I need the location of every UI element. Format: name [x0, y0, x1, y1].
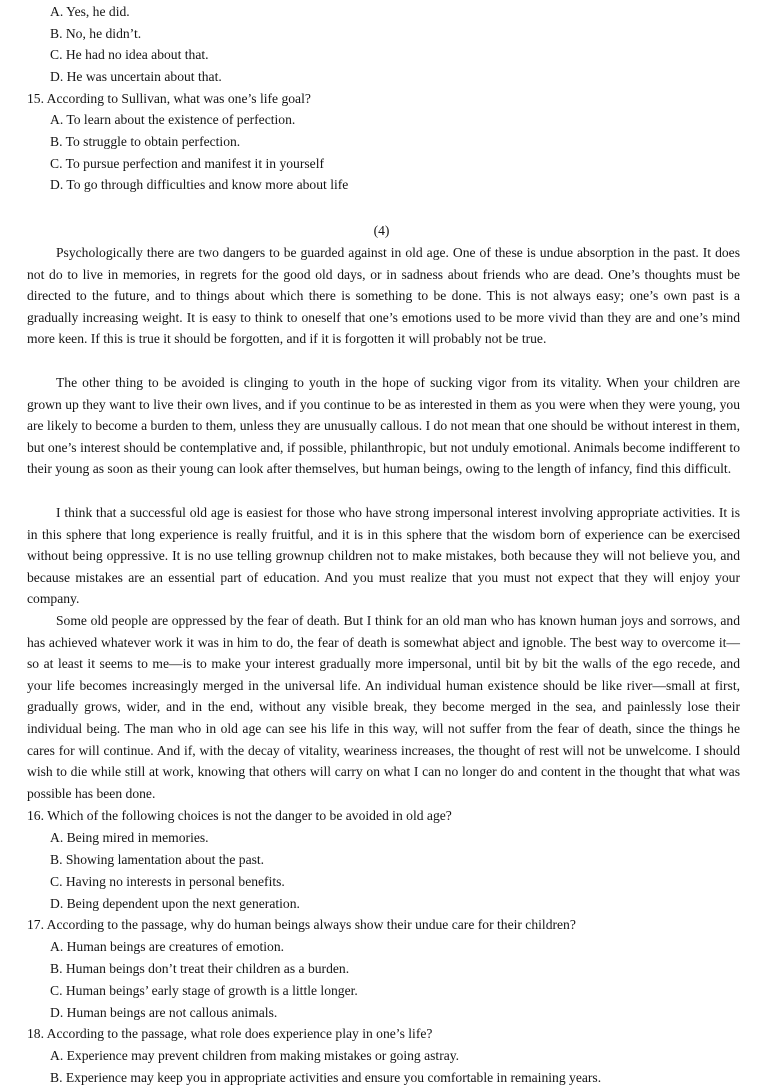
q15-option-d: D. To go through difficulties and know more about life	[50, 177, 349, 192]
passage-paragraph-1: Psychologically there are two dangers to be guarded against in old age. One of these is undue absorption in the past. It does not do to live in memories, in regrets for the good old days, or in sadness about friends who are dead. One’s thoughts must be directed to the future, and to things about which there is something to be done. This is not always easy; one’s own past is a gradually increasing weight. It is easy to think to oneself that one’s emotions used to be more vivid than they are and one’s mind more keen. If this is true it should be forgotten, and if it is forgotten it will probably not be true.	[27, 245, 740, 347]
passage-paragraph-2: The other thing to be avoided is clinging to youth in the hope of sucking vigor from its vitality. When your children are grown up they want to live their own lives, and if you continue to be as interested in them as you were when they were young, you are likely to become a burden to them, unless they are unusually callous. I do not mean that one should be without interest in them, but one’s interest should be contemplative and, if possible, philanthropic, but not unduly emotional. Animals become indifferent to their young as soon as their young can look after themselves, but human beings, owing to the length of infancy, find this difficult.	[27, 375, 740, 477]
q16-option-b: B. Showing lamentation about the past.	[50, 852, 265, 867]
q17-option-d: D. Human beings are not callous animals.	[50, 1005, 278, 1020]
passage-paragraph-3: I think that a successful old age is easiest for those who have strong impersonal interest involving appropriate activities. It is in this sphere that long experience is really fruitful, and it is in this sphere that the wisdom born of experience can be exercised without being oppressive. It is no use telling grownup children not to make mistakes, both because they will not believe you, and because mistakes are an essential part of education. And you must realize that you must not expect that they will enjoy your company.	[27, 505, 740, 607]
passage-paragraph-4: Some old people are oppressed by the fear of death. But I think for an old man who has known human joys and sorrows, and has achieved whatever work it was in him to do, the fear of death is somewhat abject and ignoble. The best way to overcome it—so at least it seems to me—is to make your interest gradually more impersonal, until bit by bit the walls of the ego recede, and your life becomes increasingly merged in the universal life. An individual human existence should be like river—small at first, gradually grows, wider, and in the end, without any visible break, they become merged in the sea, and painlessly lose their individual being. The man who in old age can see his life in this way, will not suffer from the fear of death, since the things he cares for will continue. And if, with the decay of vitality, weariness increases, the thought of rest will not be unwelcome. I should wish to die while still at work, knowing that others will carry on what I can no longer do and content in the thought that what was possible has been done.	[27, 613, 740, 801]
q17-question: 17. According to the passage, why do human beings always show their undue care for their children?	[27, 917, 576, 932]
q14-option-c: C. He had no idea about that.	[50, 47, 209, 62]
q16-option-c: C. Having no interests in personal benefits.	[50, 874, 285, 889]
q15-option-b: B. To struggle to obtain perfection.	[50, 134, 241, 149]
q15-option-a: A. To learn about the existence of perfection.	[50, 112, 296, 127]
q18-question: 18. According to the passage, what role does experience play in one’s life?	[27, 1026, 433, 1041]
q18-option-a: A. Experience may prevent children from making mistakes or going astray.	[50, 1048, 460, 1063]
q14-option-a: A. Yes, he did.	[50, 4, 130, 19]
section-label: (4)	[373, 223, 390, 238]
q18-option-b: B. Experience may keep you in appropriate activities and ensure you comfortable in remaining years.	[50, 1070, 602, 1085]
q17-option-a: A. Human beings are creatures of emotion.	[50, 939, 285, 954]
q14-option-b: B. No, he didn’t.	[50, 26, 142, 41]
q16-option-d: D. Being dependent upon the next generation.	[50, 896, 300, 911]
q15-option-c: C. To pursue perfection and manifest it in yourself	[50, 156, 325, 171]
q16-question: 16. Which of the following choices is not the danger to be avoided in old age?	[27, 808, 452, 823]
q17-option-b: B. Human beings don’t treat their children as a burden.	[50, 961, 350, 976]
q15-question: 15. According to Sullivan, what was one’s life goal?	[27, 91, 311, 106]
q16-option-a: A. Being mired in memories.	[50, 830, 209, 845]
q17-option-c: C. Human beings’ early stage of growth is a little longer.	[50, 983, 358, 998]
q14-option-d: D. He was uncertain about that.	[50, 69, 222, 84]
